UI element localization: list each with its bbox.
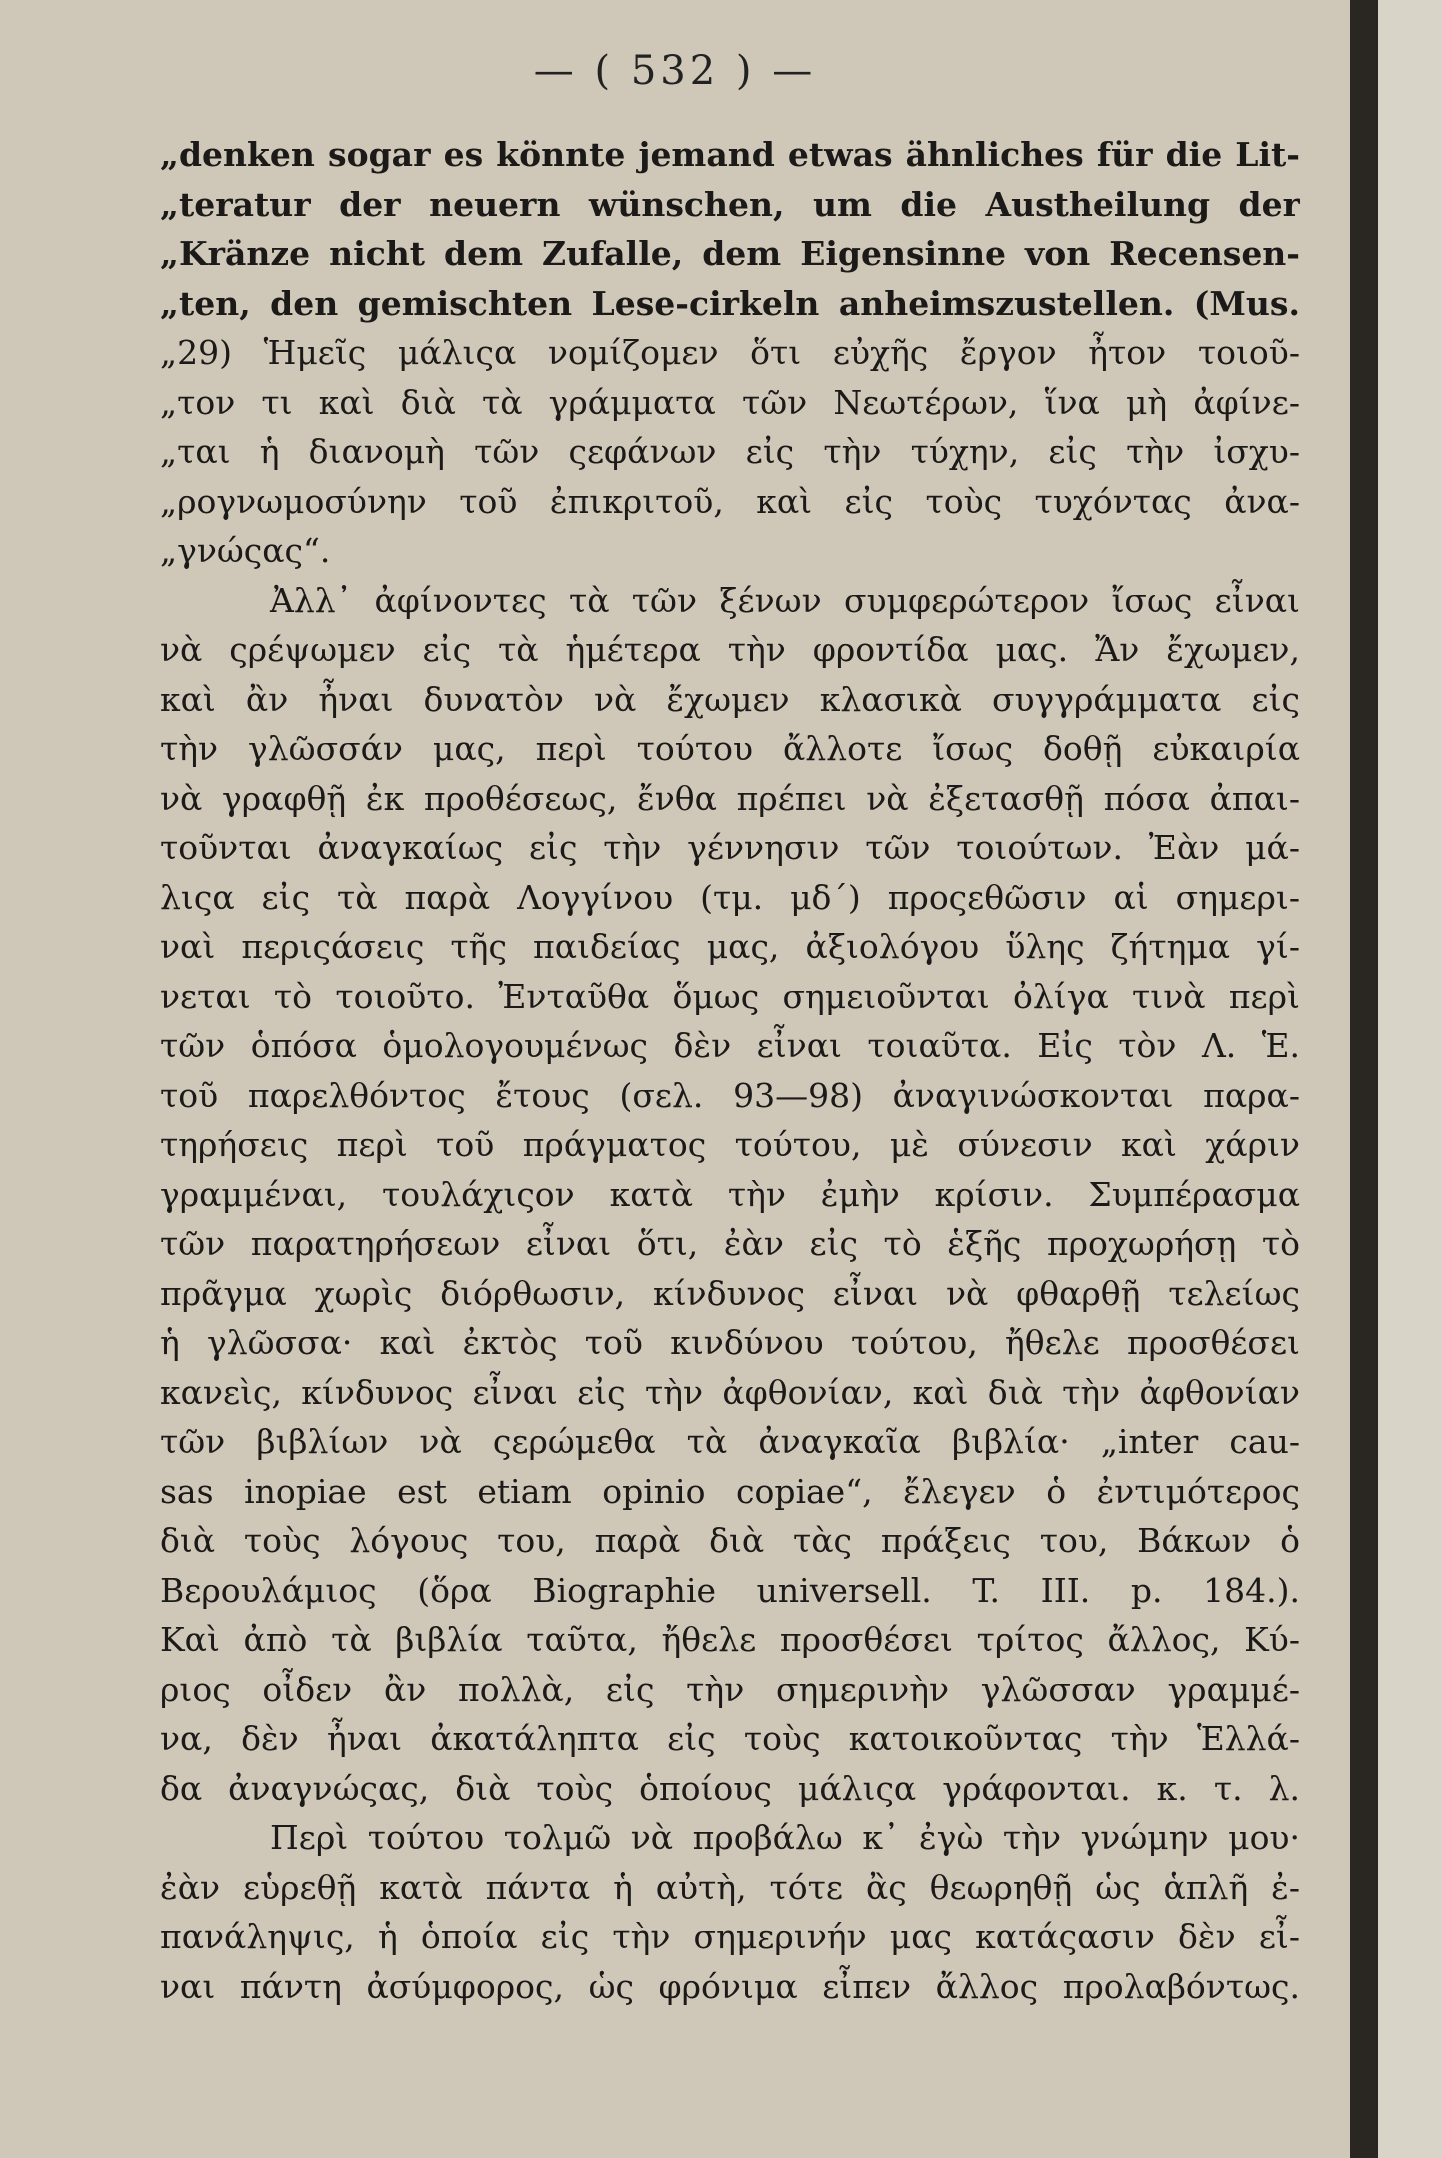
body-text [160,130,1300,2011]
text-line: τοῦ παρελθόντος ἔτους (σελ. 93—98) ἀναγινώσκονται παρα- [160,1075,1300,1115]
text-line: νεται τὸ τοιοῦτο. Ἐνταῦθα ὅμως σημειοῦνται ὀλίγα τινὰ περὶ [160,976,1300,1016]
text-line: „29) Ἡμεῖς μάλιςα νομίζομεν ὅτι εὐχῆς ἔργον ἦτον τοιοῦ- [160,333,1300,372]
text-line: „γνώςας“. [160,531,331,570]
text-line: τῶν ὁπόσα ὁμολογουμένως δὲν εἶναι τοιαῦτα. Εἰς τὸν Λ. Ἑ. [160,1026,1300,1065]
text-line: νὰ γραφθῇ ἐκ προθέσεως, ἔνθα πρέπει νὰ ἐξετασθῇ πόσα ἀπαι- [160,778,1300,818]
text-line: „denken sogar es könnte jemand etwas ähnliches für die Lit- [160,135,1300,174]
text-line: διὰ τοὺς λόγους του, παρὰ διὰ τὰς πράξεις του, Βάκων ὁ [160,1521,1300,1560]
book-spine-shadow [1350,0,1378,2158]
text-line: καὶ ἂν ἦναι δυνατὸν νὰ ἔχωμεν κλασικὰ συγγράμματα εἰς [160,679,1300,719]
text-line: Βερουλάμιος (ὅρα Biographie universell. T. III. p. 184.). [160,1570,1300,1610]
text-line: τὴν γλῶσσάν μας, περὶ τούτου ἄλλοτε ἴσως δοθῇ εὐκαιρία [160,729,1300,768]
text-line: ναὶ περιςάσεις τῆς παιδείας μας, ἀξιολόγου ὕλης ζήτημα γί- [160,927,1300,966]
text-line: „Kränze nicht dem Zufalle, dem Eigensinne von Recensen- [160,234,1300,273]
text-line: „ρογνωμοσύνην τοῦ ἐπικριτοῦ, καὶ εἰς τοὺς τυχόντας ἀνα- [160,481,1300,521]
facing-page-edge [1378,0,1442,2158]
text-line: Ἀλλ᾽ ἀφίνοντες τὰ τῶν ξένων συμφερώτερον ἴσως εἶναι [270,580,1300,620]
text-line: λιςα εἰς τὰ παρὰ Λογγίνου (τμ. μδ´) προςεθῶσιν αἱ σημερι- [160,877,1300,917]
text-line: τηρήσεις περὶ τοῦ πράγματος τούτου, μὲ σύνεσιν καὶ χάριν [160,1125,1300,1164]
text-line: να, δὲν ἦναι ἀκατάληπτα εἰς τοὺς κατοικοῦντας τὴν Ἑλλά- [160,1719,1300,1758]
text-line: τοῦνται ἀναγκαίως εἰς τὴν γέννησιν τῶν τοιούτων. Ἐὰν μά- [160,828,1300,867]
text-line: νὰ ςρέψωμεν εἰς τὰ ἡμέτερα τὴν φροντίδα μας. Ἄν ἔχωμεν, [160,630,1300,669]
text-line: κανεὶς, κίνδυνος εἶναι εἰς τὴν ἀφθονίαν, καὶ διὰ τὴν ἀφθονίαν [160,1372,1300,1412]
text-line: „τον τι καὶ διὰ τὰ γράμματα τῶν Νεωτέρων, ἵνα μὴ ἀφίνε- [160,382,1300,422]
text-line: δα ἀναγνώςας, διὰ τοὺς ὁποίους μάλιςα γράφονται. κ. τ. λ. [160,1768,1300,1808]
text-line: ἡ γλῶσσα· καὶ ἐκτὸς τοῦ κινδύνου τούτου, ἤθελε προσθέσει [160,1323,1300,1362]
text-line: τῶν παρατηρήσεων εἶναι ὅτι, ἐὰν εἰς τὸ ἑξῆς προχωρήσῃ τὸ [160,1224,1300,1263]
text-line: πρᾶγμα χωρὶς διόρθωσιν, κίνδυνος εἶναι νὰ φθαρθῇ τελείως [160,1273,1300,1313]
text-line: ριος οἶδεν ἂν πολλὰ, εἰς τὴν σημερινὴν γλῶσσαν γραμμέ- [160,1669,1300,1709]
text-line: „ten, den gemischten Lese-cirkeln anheimszustellen. (Mus. [160,283,1300,323]
text-line: Περὶ τούτου τολμῶ νὰ προβάλω κ᾽ ἐγὼ τὴν γνώμην μου· [270,1818,1300,1857]
text-line: ναι πάντη ἀσύμφορος, ὡς φρόνιμα εἶπεν ἄλλος προλαβόντως. [160,1966,1300,2006]
text-line: Καὶ ἀπὸ τὰ βιβλία ταῦτα, ἤθελε προσθέσει τρίτος ἄλλος, Κύ- [160,1620,1300,1659]
text-line: γραμμέναι, τουλάχιςον κατὰ τὴν ἐμὴν κρίσιν. Συμπέρασμα [160,1174,1300,1214]
page-number: — ( 532 ) — [533,48,817,94]
text-line: sas inopiae est etiam opinio copiae“, ἔλεγεν ὁ ἐντιμότερος [160,1471,1300,1511]
text-line: πανάληψις, ἡ ὁποία εἰς τὴν σημερινήν μας κατάςασιν δὲν εἶ- [160,1917,1300,1956]
text-line: „ται ἡ διανομὴ τῶν ςεφάνων εἰς τὴν τύχην, εἰς τὴν ἰσχυ- [160,432,1300,471]
text-line: τῶν βιβλίων νὰ ςερώμεθα τὰ ἀναγκαῖα βιβλία· „inter cau- [160,1422,1300,1461]
text-line: ἐὰν εὑρεθῇ κατὰ πάντα ἡ αὐτὴ, τότε ἂς θεωρηθῇ ὡς ἁπλῆ ἐ- [160,1867,1300,1907]
text-line: „teratur der neuern wünschen, um die Austheilung der [160,184,1300,224]
